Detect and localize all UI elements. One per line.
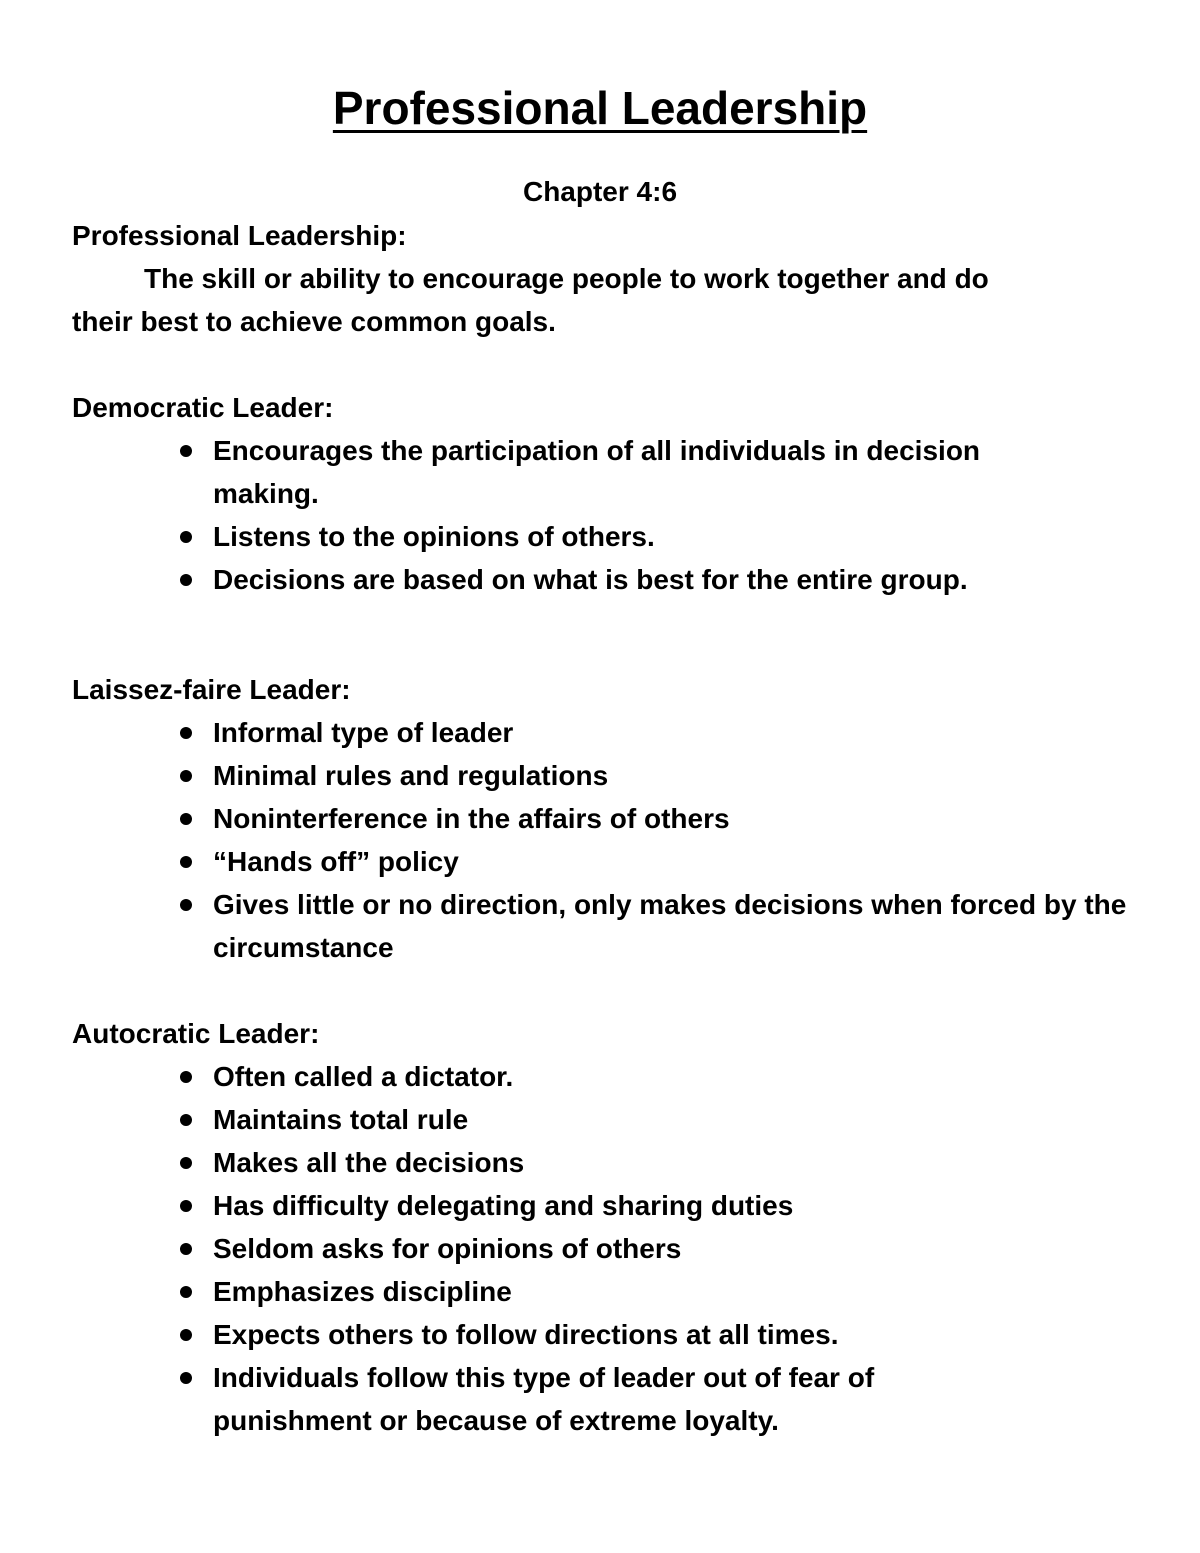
laissez-faire-list	[180, 711, 1140, 969]
definition-line-2: their best to achieve common goals.	[72, 306, 556, 337]
chapter-label: Chapter 4:6	[522, 176, 678, 207]
list-item: Has difficulty delegating and sharing duties	[180, 1184, 1140, 1227]
list-item: Maintains total rule	[180, 1098, 1140, 1141]
section-heading-democratic: Democratic Leader:	[72, 392, 334, 423]
page-title: Professional Leadership	[332, 82, 868, 134]
list-item: Informal type of leader	[180, 711, 1140, 754]
list-item: Often called a dictator.	[180, 1055, 1140, 1098]
democratic-list	[180, 429, 1140, 601]
list-item: Listens to the opinions of others.	[180, 515, 1140, 558]
section-heading-laissez-faire: Laissez-faire Leader:	[72, 674, 351, 705]
definition-heading: Professional Leadership:	[72, 220, 407, 251]
section-heading-autocratic: Autocratic Leader:	[72, 1018, 320, 1049]
autocratic-list	[180, 1055, 1140, 1442]
list-item: Seldom asks for opinions of others	[180, 1227, 1140, 1270]
list-item: Decisions are based on what is best for the entire group.	[180, 558, 1140, 601]
list-item: “Hands off” policy	[180, 840, 1140, 883]
list-item: Makes all the decisions	[180, 1141, 1140, 1184]
list-item: Minimal rules and regulations	[180, 754, 1140, 797]
list-item: Noninterference in the affairs of others	[180, 797, 1140, 840]
list-item: Emphasizes discipline	[180, 1270, 1140, 1313]
definition-line-1: The skill or ability to encourage people to work together and do	[144, 263, 989, 294]
list-item: Gives little or no direction, only makes decisions when forced by the circumstance	[180, 883, 1140, 969]
list-item: Individuals follow this type of leader out of fear of punishment or because of extreme loyalty.	[180, 1356, 1140, 1442]
list-item: Expects others to follow directions at all times.	[180, 1313, 1140, 1356]
list-item: Encourages the participation of all individuals in decision making.	[180, 429, 1140, 515]
